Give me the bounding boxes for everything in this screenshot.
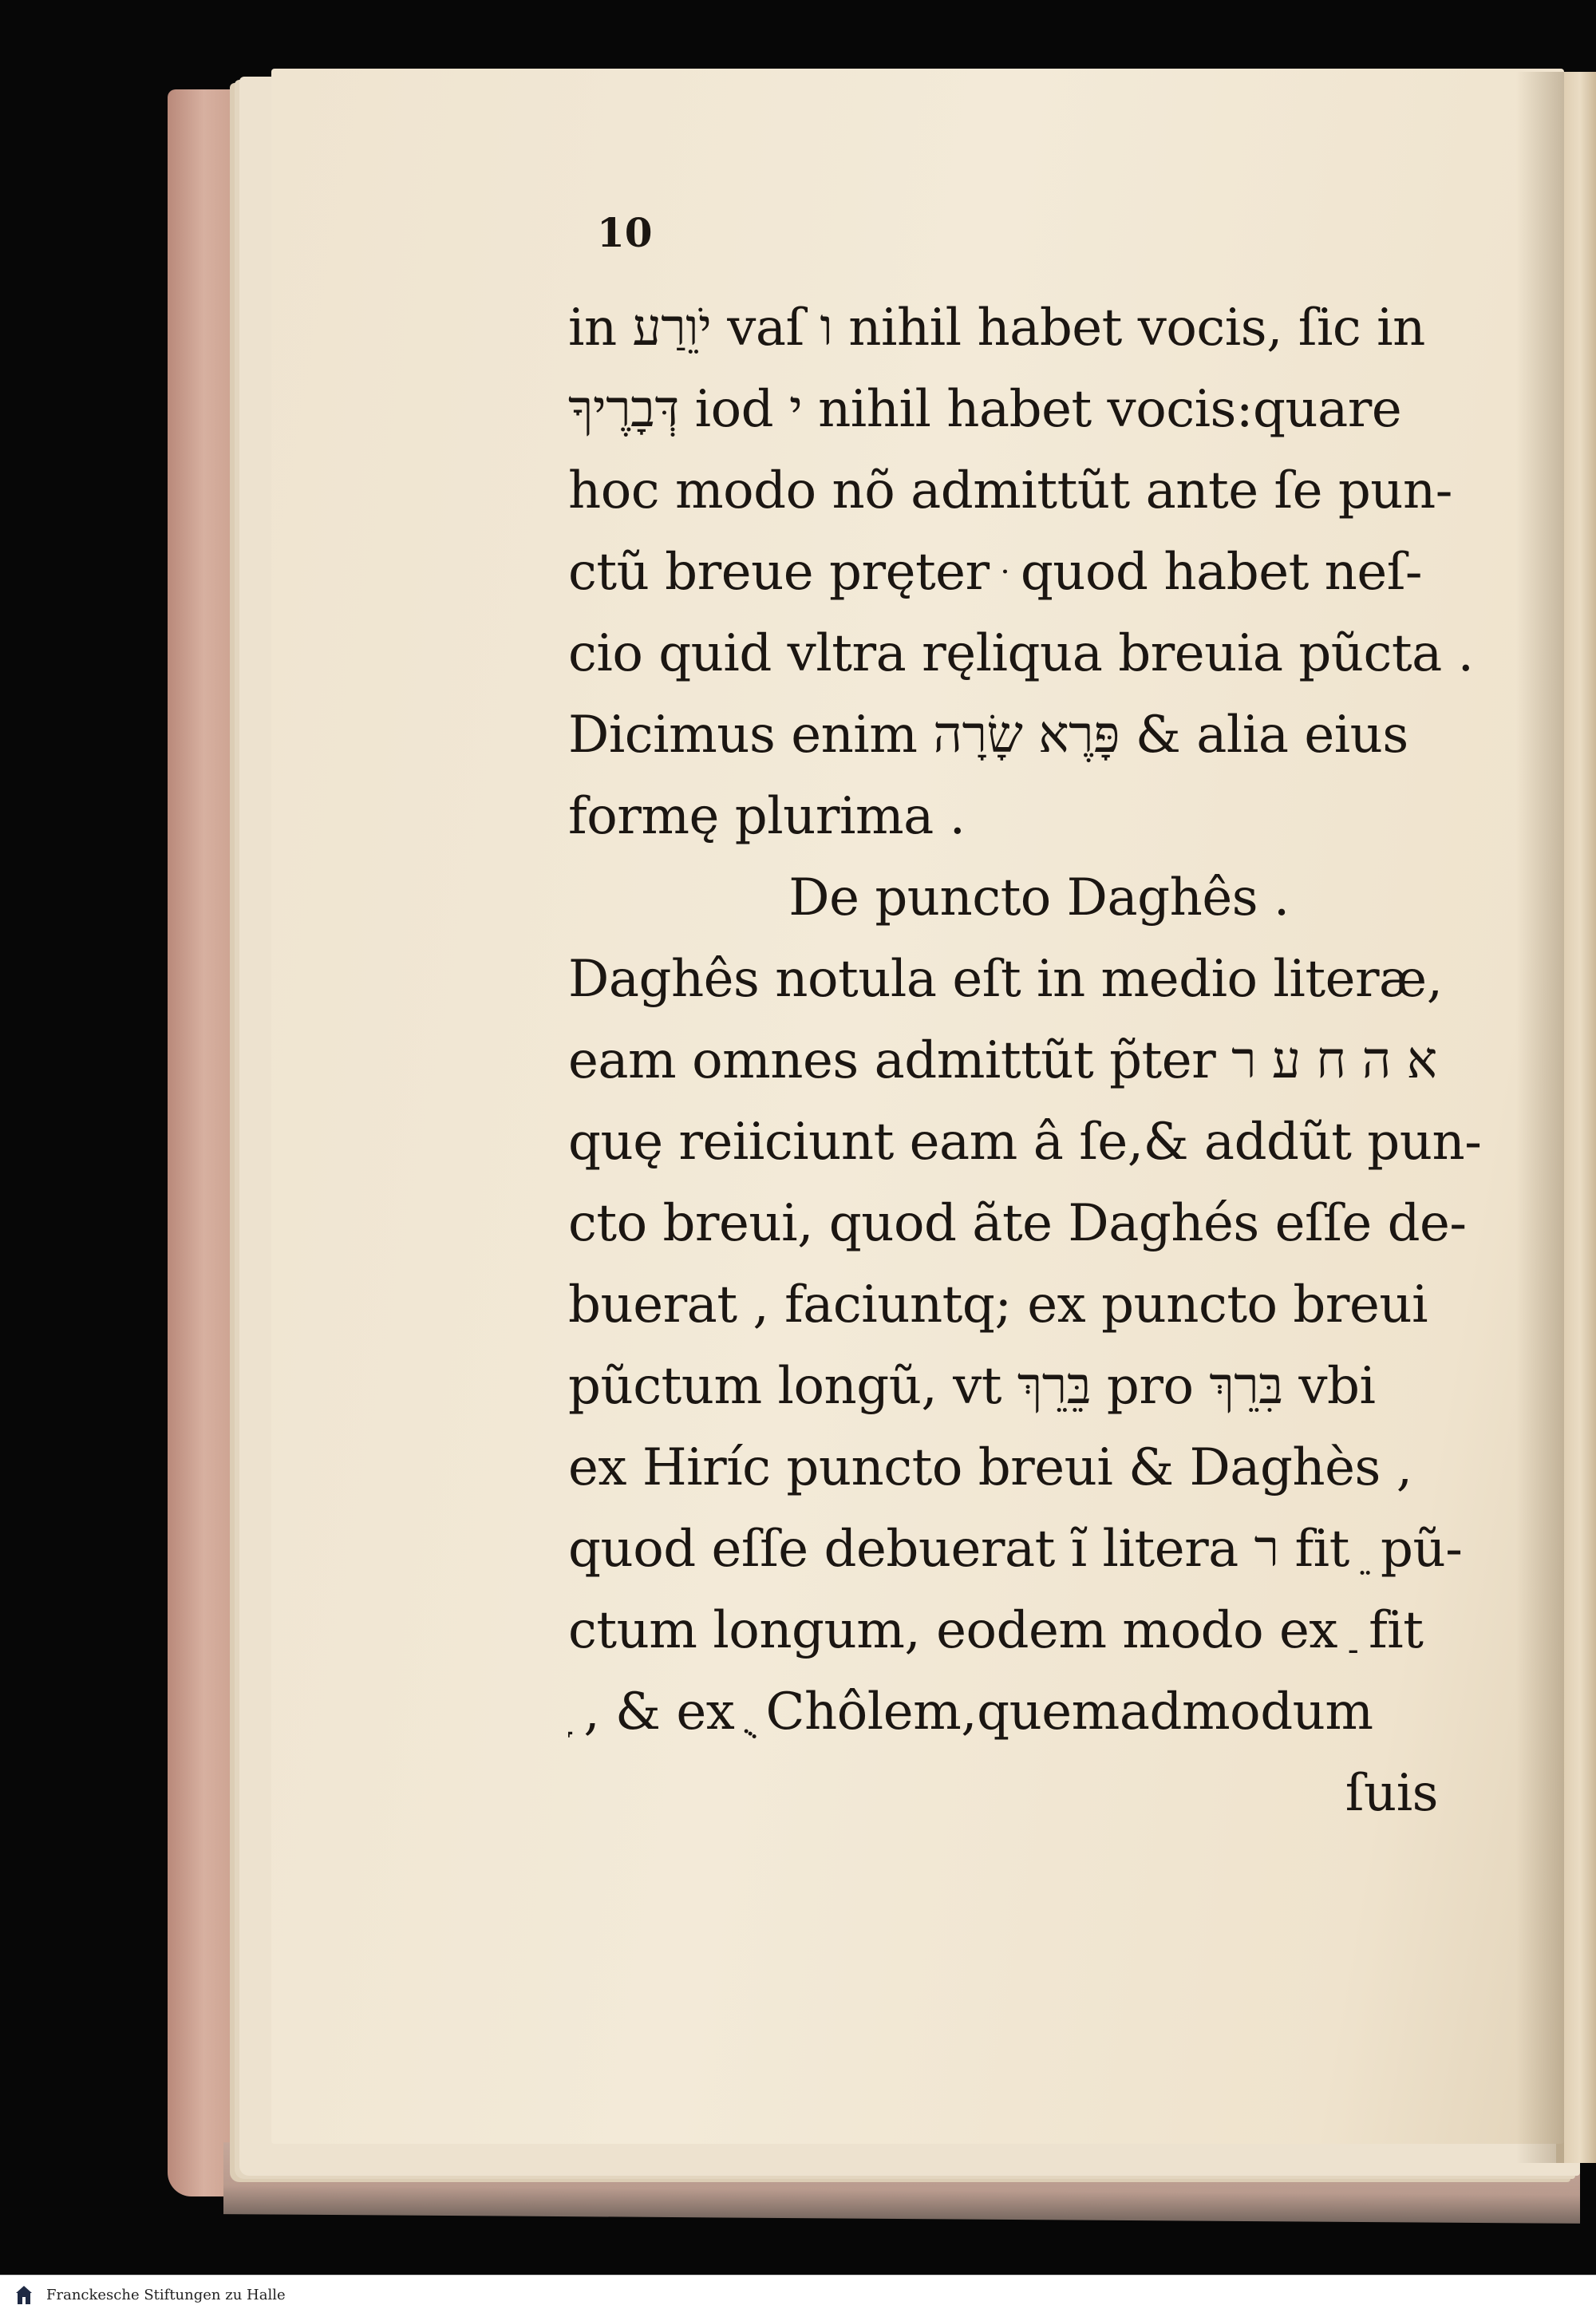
section-heading: De puncto Daghês . <box>788 868 1290 927</box>
text-line: ctũ breue pręter ּ quod habet neſ- <box>568 543 1423 602</box>
text-line: ctum longum, eodem modo ex ַ fit <box>568 1601 1424 1660</box>
text-line: quod eſſe debuerat ĩ litera ר fit ֵ pũ- <box>568 1520 1463 1579</box>
page-number: 10 <box>597 209 653 256</box>
text-line: formę plurima . <box>568 787 966 846</box>
text-line: pũctum longũ, vt בֵּרֵךְ pro בִּרֵךְ vbi <box>568 1357 1376 1416</box>
spine-shadow <box>1516 72 1564 2163</box>
institution-logo-icon <box>14 2283 34 2307</box>
text-line: Daghês notula eſt in medio literæ, <box>568 950 1443 1009</box>
text-line: eam omnes admittũt p̃ter א ה ח ע ר <box>568 1031 1437 1090</box>
text-line: cto breui, quod ãte Daghés eſſe de- <box>568 1194 1467 1253</box>
text-line: ex Hiríc puncto breui & Daghès , <box>568 1438 1412 1497</box>
text-line: buerat , faciuntq; ex puncto breui <box>568 1275 1428 1334</box>
text-line: in יֹוֵרַע vaſ ו nihil habet vocis, ſic in <box>568 299 1425 358</box>
catchword: ſuis <box>1345 1764 1438 1823</box>
text-line: דְּבָרֶיךָ iod י nihil habet vocis:quare <box>568 380 1402 439</box>
text-line: cio quid vltra ręliqua breuia pũcta . <box>568 624 1474 683</box>
footer-bar <box>0 2275 1596 2317</box>
text-line: Dicimus enim פָּרֶא שָׂרָה & alia eius <box>568 706 1408 765</box>
text-line: hoc modo nõ admittũt ante ſe pun- <box>568 461 1452 520</box>
institution-credit: Franckesche Stiftungen zu Halle <box>46 2287 286 2303</box>
text-line: quę reiiciunt eam â ſe,& addũt pun- <box>568 1113 1482 1172</box>
page-text <box>568 287 1494 1834</box>
text-line: ָ , & ex ֻ Chôlem,quemadmodum <box>568 1682 1373 1742</box>
